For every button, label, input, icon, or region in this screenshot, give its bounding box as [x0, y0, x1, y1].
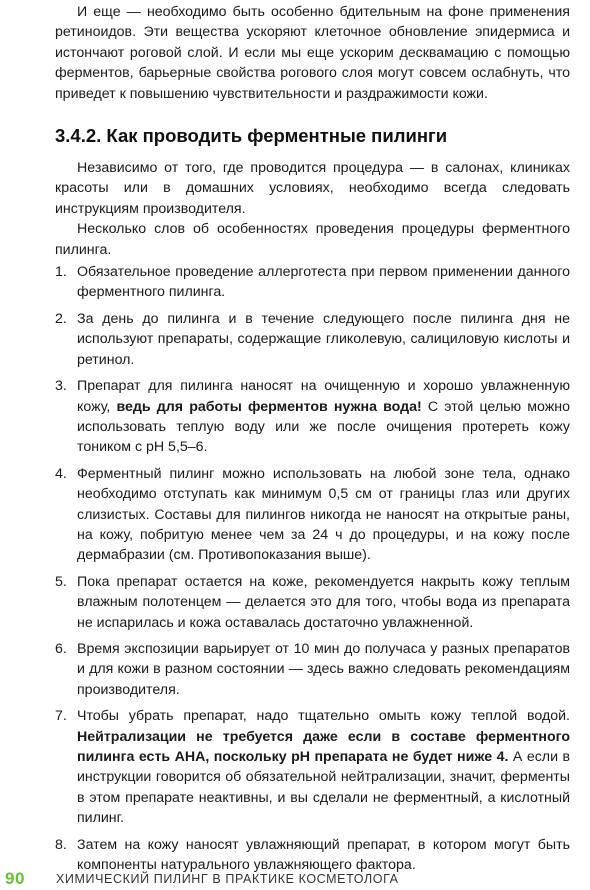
page-number: 90	[5, 869, 25, 888]
list-item	[55, 309, 570, 370]
list-item	[55, 262, 570, 303]
list-item-text-bold: ведь для работы ферментов нужна вода!	[116, 398, 422, 415]
list-item-number: 7.	[55, 708, 67, 725]
list-item	[55, 464, 570, 566]
page-body	[55, 0, 570, 881]
list-item	[55, 639, 570, 700]
list-item-text-regular: А если в инструкции говорится об обязательной нейтрализации, значит, ферменты в этом препарате неактивны, и вы сделали не ферментный, а кислотный пилинг.	[77, 749, 571, 827]
paragraph-2: Несколько слов об особенностях проведения процедуры ферментного пилинга.	[55, 221, 570, 258]
list-item-number: 5.	[55, 573, 67, 590]
list-item-text	[77, 376, 570, 458]
list-item-text: За день до пилинга и в течение следующего после пилинга дня не используют препараты, содержащие гликолевую, салициловую кислоты и ретинол.	[77, 310, 570, 368]
list-item	[55, 706, 570, 828]
intro-paragraph: И еще — необходимо быть особенно бдительным на фоне применения ретиноидов. Эти вещества ускоряют клеточное обновление эпидермиса и истончают роговой слой. И если мы еще ускорим десквамацию с помощью ферментов, барьерные свойства рогового слоя могут совсем ослабнуть, что приведет к повышению чувствительности и раздражимости кожи.	[55, 4, 570, 102]
section-heading: 3.4.2. Как проводить ферментные пилинги	[55, 125, 448, 147]
running-head: ХИМИЧЕСКИЙ ПИЛИНГ В ПРАКТИКЕ КОСМЕТОЛОГА	[56, 872, 399, 886]
list-item	[55, 572, 570, 633]
page-footer	[0, 868, 590, 890]
list-item-text: Время экспозиции варьирует от 10 мин до получаса у разных препаратов и для кожи в разном состоянии — здесь важно следовать рекомендациям производителя.	[77, 640, 570, 698]
list-item-number: 3.	[55, 378, 67, 395]
list-item-number: 4.	[55, 465, 67, 482]
list-item-text: Обязательное проведение аллерготеста при первом применении данного ферментного пилинга.	[77, 264, 570, 301]
list-item-text: Пока препарат остается на коже, рекомендуется накрыть кожу теплым влажным полотенцем — делается это для того, чтобы вода из препарата не испарилась и кожа оставалась достаточно увлажненной.	[77, 573, 570, 631]
paragraph-1: Независимо от того, где проводится процедура — в салонах, клиниках красоты или в домашних условиях, необходимо всегда следовать инструкциям производителя.	[55, 160, 570, 217]
list-item	[55, 376, 570, 458]
list-item-number: 8.	[55, 836, 67, 853]
list-item-text-regular: Чтобы убрать препарат, надо тщательно омыть кожу теплой водой.	[77, 708, 570, 725]
list-item-number: 1.	[55, 264, 67, 281]
list-item-text-regular: Препарат для пилинга наносят на очищенную и хорошо увлажненную кожу,	[77, 378, 570, 415]
list-item-text	[77, 706, 570, 828]
list-item-text: Ферментный пилинг можно использовать на любой зоне тела, однако необходимо отступать как минимум 0,5 см от границы глаз или других слизистых. Составы для пилингов никогда не наносят на открытые раны, на кожу, побритую менее чем за 24 ч до процедуры, и на кожу после дермабразии (см. Противопоказания выше).	[77, 465, 570, 564]
list-item-text-bold: Нейтрализации не требуется даже если в составе ферментного пилинга есть АНА, поскольку pH препарата не будет ниже 4.	[77, 728, 570, 765]
procedure-list	[55, 262, 570, 875]
list-item-number: 2.	[55, 310, 67, 327]
list-item-text-regular: С этой целью можно использовать теплую воду или же после очищения протереть кожу тоником с pH 5,5–6.	[77, 398, 570, 456]
list-item-number: 6.	[55, 640, 67, 657]
list-item-text: Затем на кожу наносят увлажняющий препарат, в котором могут быть компоненты натурального увлажняющего фактора.	[77, 836, 570, 874]
